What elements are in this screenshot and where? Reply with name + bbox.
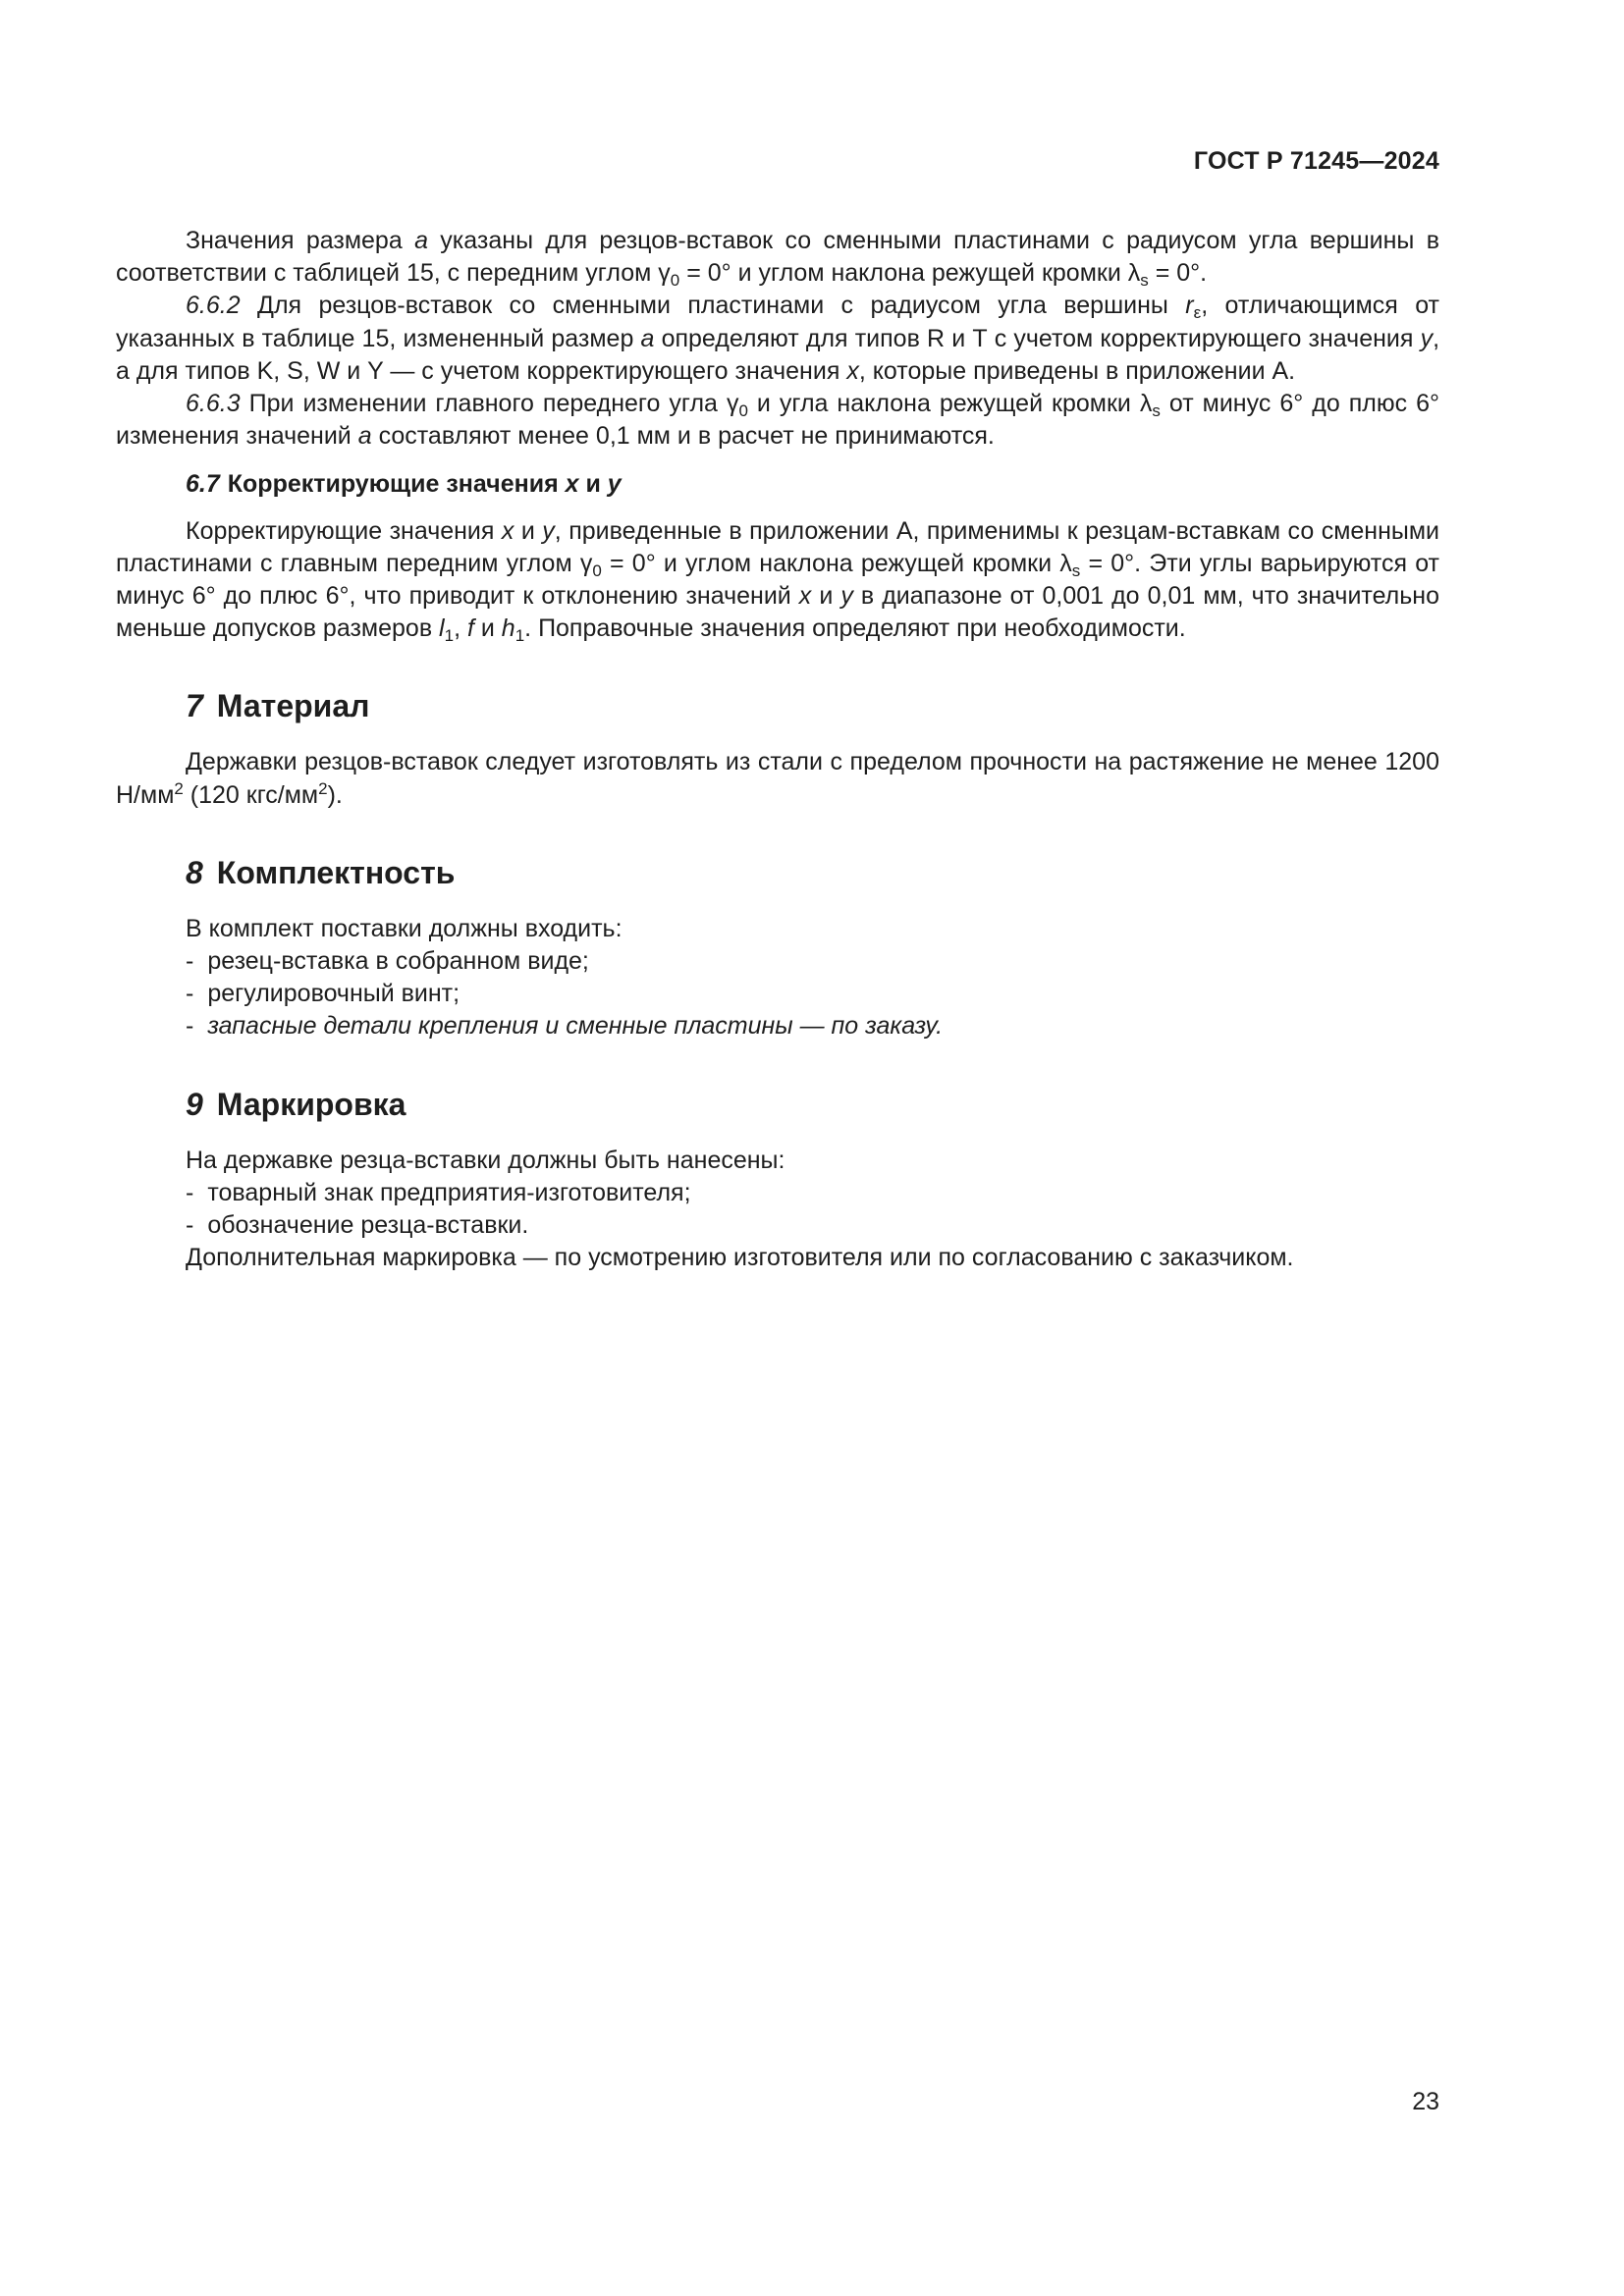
section-heading-7: 7 Материал xyxy=(186,688,370,724)
list-item: - запасные детали крепления и сменные пластины — по заказу. xyxy=(186,1012,944,1041)
document-code: ГОСТ Р 71245—2024 xyxy=(1193,147,1439,175)
list-item: - резец-вставка в собранном виде; xyxy=(186,947,589,976)
paragraph-6-7: Корректирующие значения x и y, приведенные в приложении А, применимы к резцам-вставкам со сменными пластинами с главным передним углом $\gamma_0 = 0^\circ$ и углом наклона режущей кромки $\lambda_s = 0^\circ$. Эти углы варьируются от минус 6° до плюс 6°, что приводит к отклонению значений x и y в диапазоне от 0,001 до 0,01 мм, что значительно меньше допусков размеров $l_1$, f и $h_1$. Поправочные значения определяют при необходимости. xyxy=(116,516,1440,646)
list-intro: На державке резца-вставки должны быть нанесены: xyxy=(186,1146,785,1174)
list-item: - регулировочный винт; xyxy=(186,980,460,1008)
section-heading-8: 8 Комплектность xyxy=(186,854,456,890)
subsection-heading-6-7: 6.7 Корректирующие значения x и y xyxy=(186,470,622,499)
section-heading-9: 9 Маркировка xyxy=(186,1086,406,1122)
clause-6-6-3: 6.6.3 При изменении главного переднего угла $\gamma_0$ и угла наклона режущей кромки $\lambda_s$ от минус 6° до плюс 6° изменения значений a составляют менее 0,1 мм и в расчет не принимаются. xyxy=(116,390,1439,451)
delivery-set-list xyxy=(186,913,1439,1043)
list-intro: В комплект поставки должны входить: xyxy=(186,914,623,942)
clause-6-6-2: 6.6.2 Для резцов-вставок со сменными пластинами с радиусом угла вершины $r_\varepsilon$, отличающимся от указанных в таблице 15, измененный размер a определяют для типов R и Т с учетом корректирующего значения y, а для типов K, S, W и Y — с учетом корректирующего значения x, которые приведены в приложении А. xyxy=(116,292,1440,385)
page-body xyxy=(116,225,1439,1274)
list-item: - товарный знак предприятия-изготовителя; xyxy=(186,1178,691,1206)
paragraph-material: Державки резцов-вставок следует изготовлять из стали с пределом прочности на растяжение не менее 1200 $Н/мм^2$ (120 кгс/$мм^2$). xyxy=(116,748,1439,809)
clause-number: 6.6.2 xyxy=(186,292,241,320)
page-number: 23 xyxy=(1412,2088,1439,2115)
list-item: - обозначение резца-вставки. xyxy=(186,1211,529,1240)
clause-number: 6.6.3 xyxy=(186,390,241,418)
list-outro: Дополнительная маркировка — по усмотрению изготовителя или по согласованию с заказчиком. xyxy=(186,1244,1294,1272)
paragraph-dimension-a: Значения размера a указаны для резцов-вставок со сменными пластинами с радиусом угла вершины в соответствии с таблицей 15, с передним углом $\gamma_0 = 0^\circ$ и углом наклона режущей кромки $\lambda_s = 0^\circ$. xyxy=(116,227,1440,291)
marking-list xyxy=(186,1145,1439,1275)
